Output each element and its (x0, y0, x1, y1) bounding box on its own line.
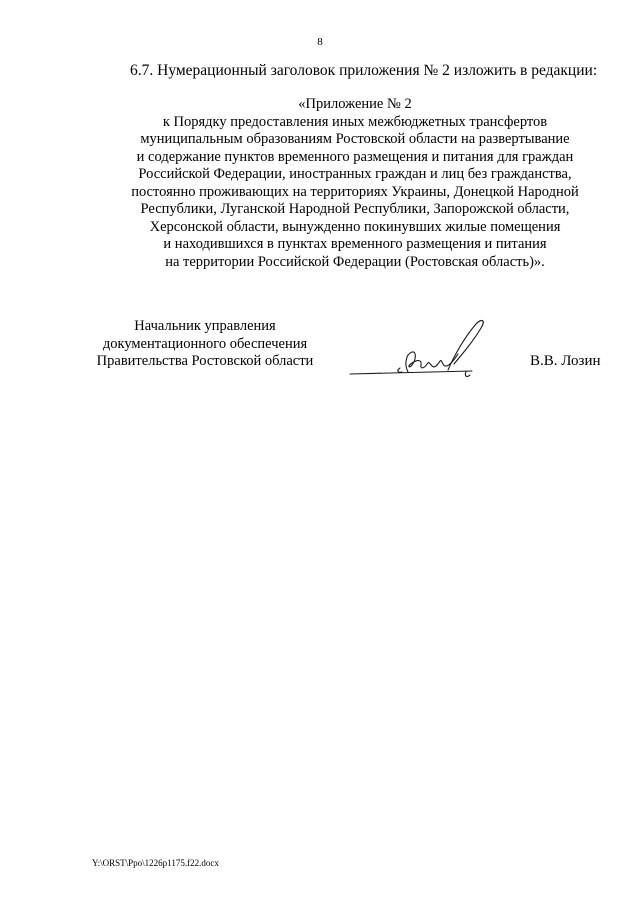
appendix-line: Херсонской области, вынужденно покинувших жилые помещения (149, 218, 561, 235)
appendix-line: постоянно проживающих на территориях Украины, Донецкой Народной (131, 183, 579, 200)
signer-position (86, 318, 324, 371)
file-path: Y:\ORST\Ppo\1226p1175.f22.docx (92, 858, 219, 868)
page-number: 8 (317, 36, 323, 48)
appendix-line: Республики, Луганской Народной Республики, Запорожской области, (140, 201, 570, 217)
appendix-line: «Приложение № 2 (298, 96, 412, 112)
appendix-line: муниципальным образованиям Ростовской области на развертывание (140, 131, 570, 147)
signer-position-line: документационного обеспечения (102, 335, 308, 352)
appendix-line: на территории Российской Федерации (Ростовская область)». (165, 253, 545, 270)
appendix-heading-block (0, 96, 640, 271)
signer-position-line: Правительства Ростовской области (96, 353, 314, 369)
appendix-line: Российской Федерации, иностранных граждан и лиц без гражданства, (138, 166, 572, 182)
appendix-line: и содержание пунктов временного размещения и питания для граждан (136, 148, 574, 165)
signer-position-line: Начальник управления (134, 318, 276, 334)
appendix-line: и находившихся в пунктах временного размещения и питания (163, 236, 547, 252)
signer-name: В.В. Лозин (530, 353, 601, 369)
handwritten-signature (346, 316, 506, 380)
appendix-line: к Порядку предоставления иных межбюджетных трансфертов (162, 113, 548, 130)
amendment-text: 6.7. Нумерационный заголовок приложения № 2 изложить в редакции: (130, 62, 598, 79)
